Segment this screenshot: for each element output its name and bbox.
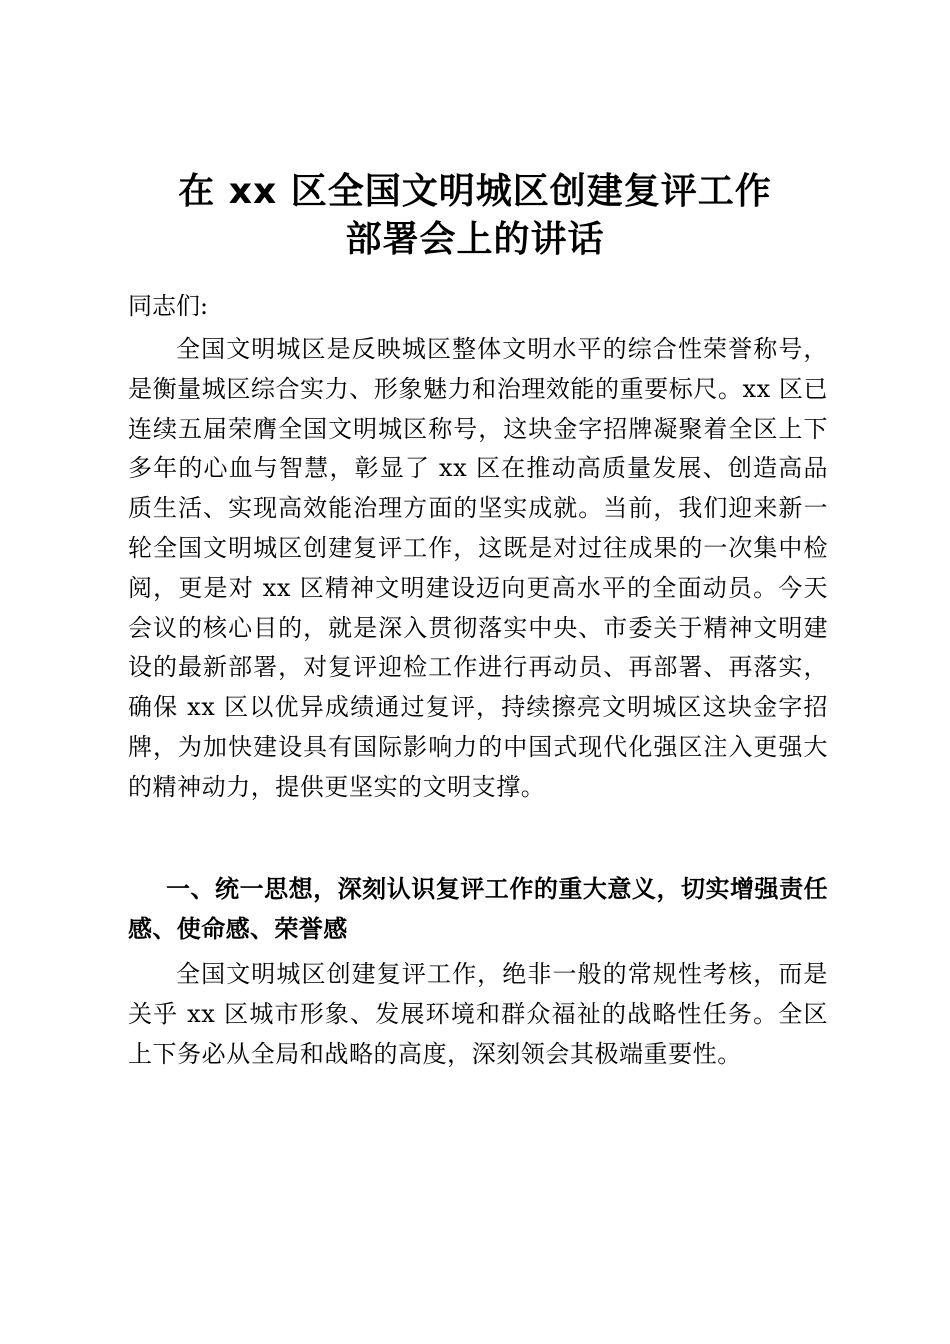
document-title-line-2: 部署会上的讲话 <box>345 219 605 260</box>
paragraph-intro: 全国文明城区是反映城区整体文明水平的综合性荣誉称号，是衡量城区综合实力、形象魅力和治理效能的重要标尺。xx 区已连续五届荣膺全国文明城区称号，这块金字招牌凝聚着全区上下多年的心血与智慧，彰显了 xx 区在推动高质量发展、创造高品质生活、实现高效能治理方面的坚实成就。当前，我们迎来新一轮全国文明城区创建复评工作，这既是对过往成果的一次集中检阅，更是对 xx 区精神文明建设迈向更高水平的全面动员。今天会议的核心目的，就是深入贯彻落实中央、市委关于精神文明建设的最新部署，对复评迎检工作进行再动员、再部署、再落实，确保 xx 区以优异成绩通过复评，持续擦亮文明城区这块金字招牌，为加快建设具有国际影响力的中国式现代化强区注入更强大的精神动力，提供更坚实的文明支撑。 <box>128 335 828 801</box>
salutation: 同志们: <box>128 292 209 320</box>
paragraph-section-1: 全国文明城区创建复评工作，绝非一般的常规性考核，而是关乎 xx 区城市形象、发展环境和群众福祉的战略性任务。全区上下务必从全局和战略的高度，深刻领会其极端重要性。 <box>128 960 828 1068</box>
document-title-line-1: 在 xx 区全国文明城区创建复评工作 <box>178 171 772 212</box>
section-heading-1: 一、统一思想，深刻认识复评工作的重大意义，切实增强责任感、使命感、荣誉感 <box>128 875 828 943</box>
